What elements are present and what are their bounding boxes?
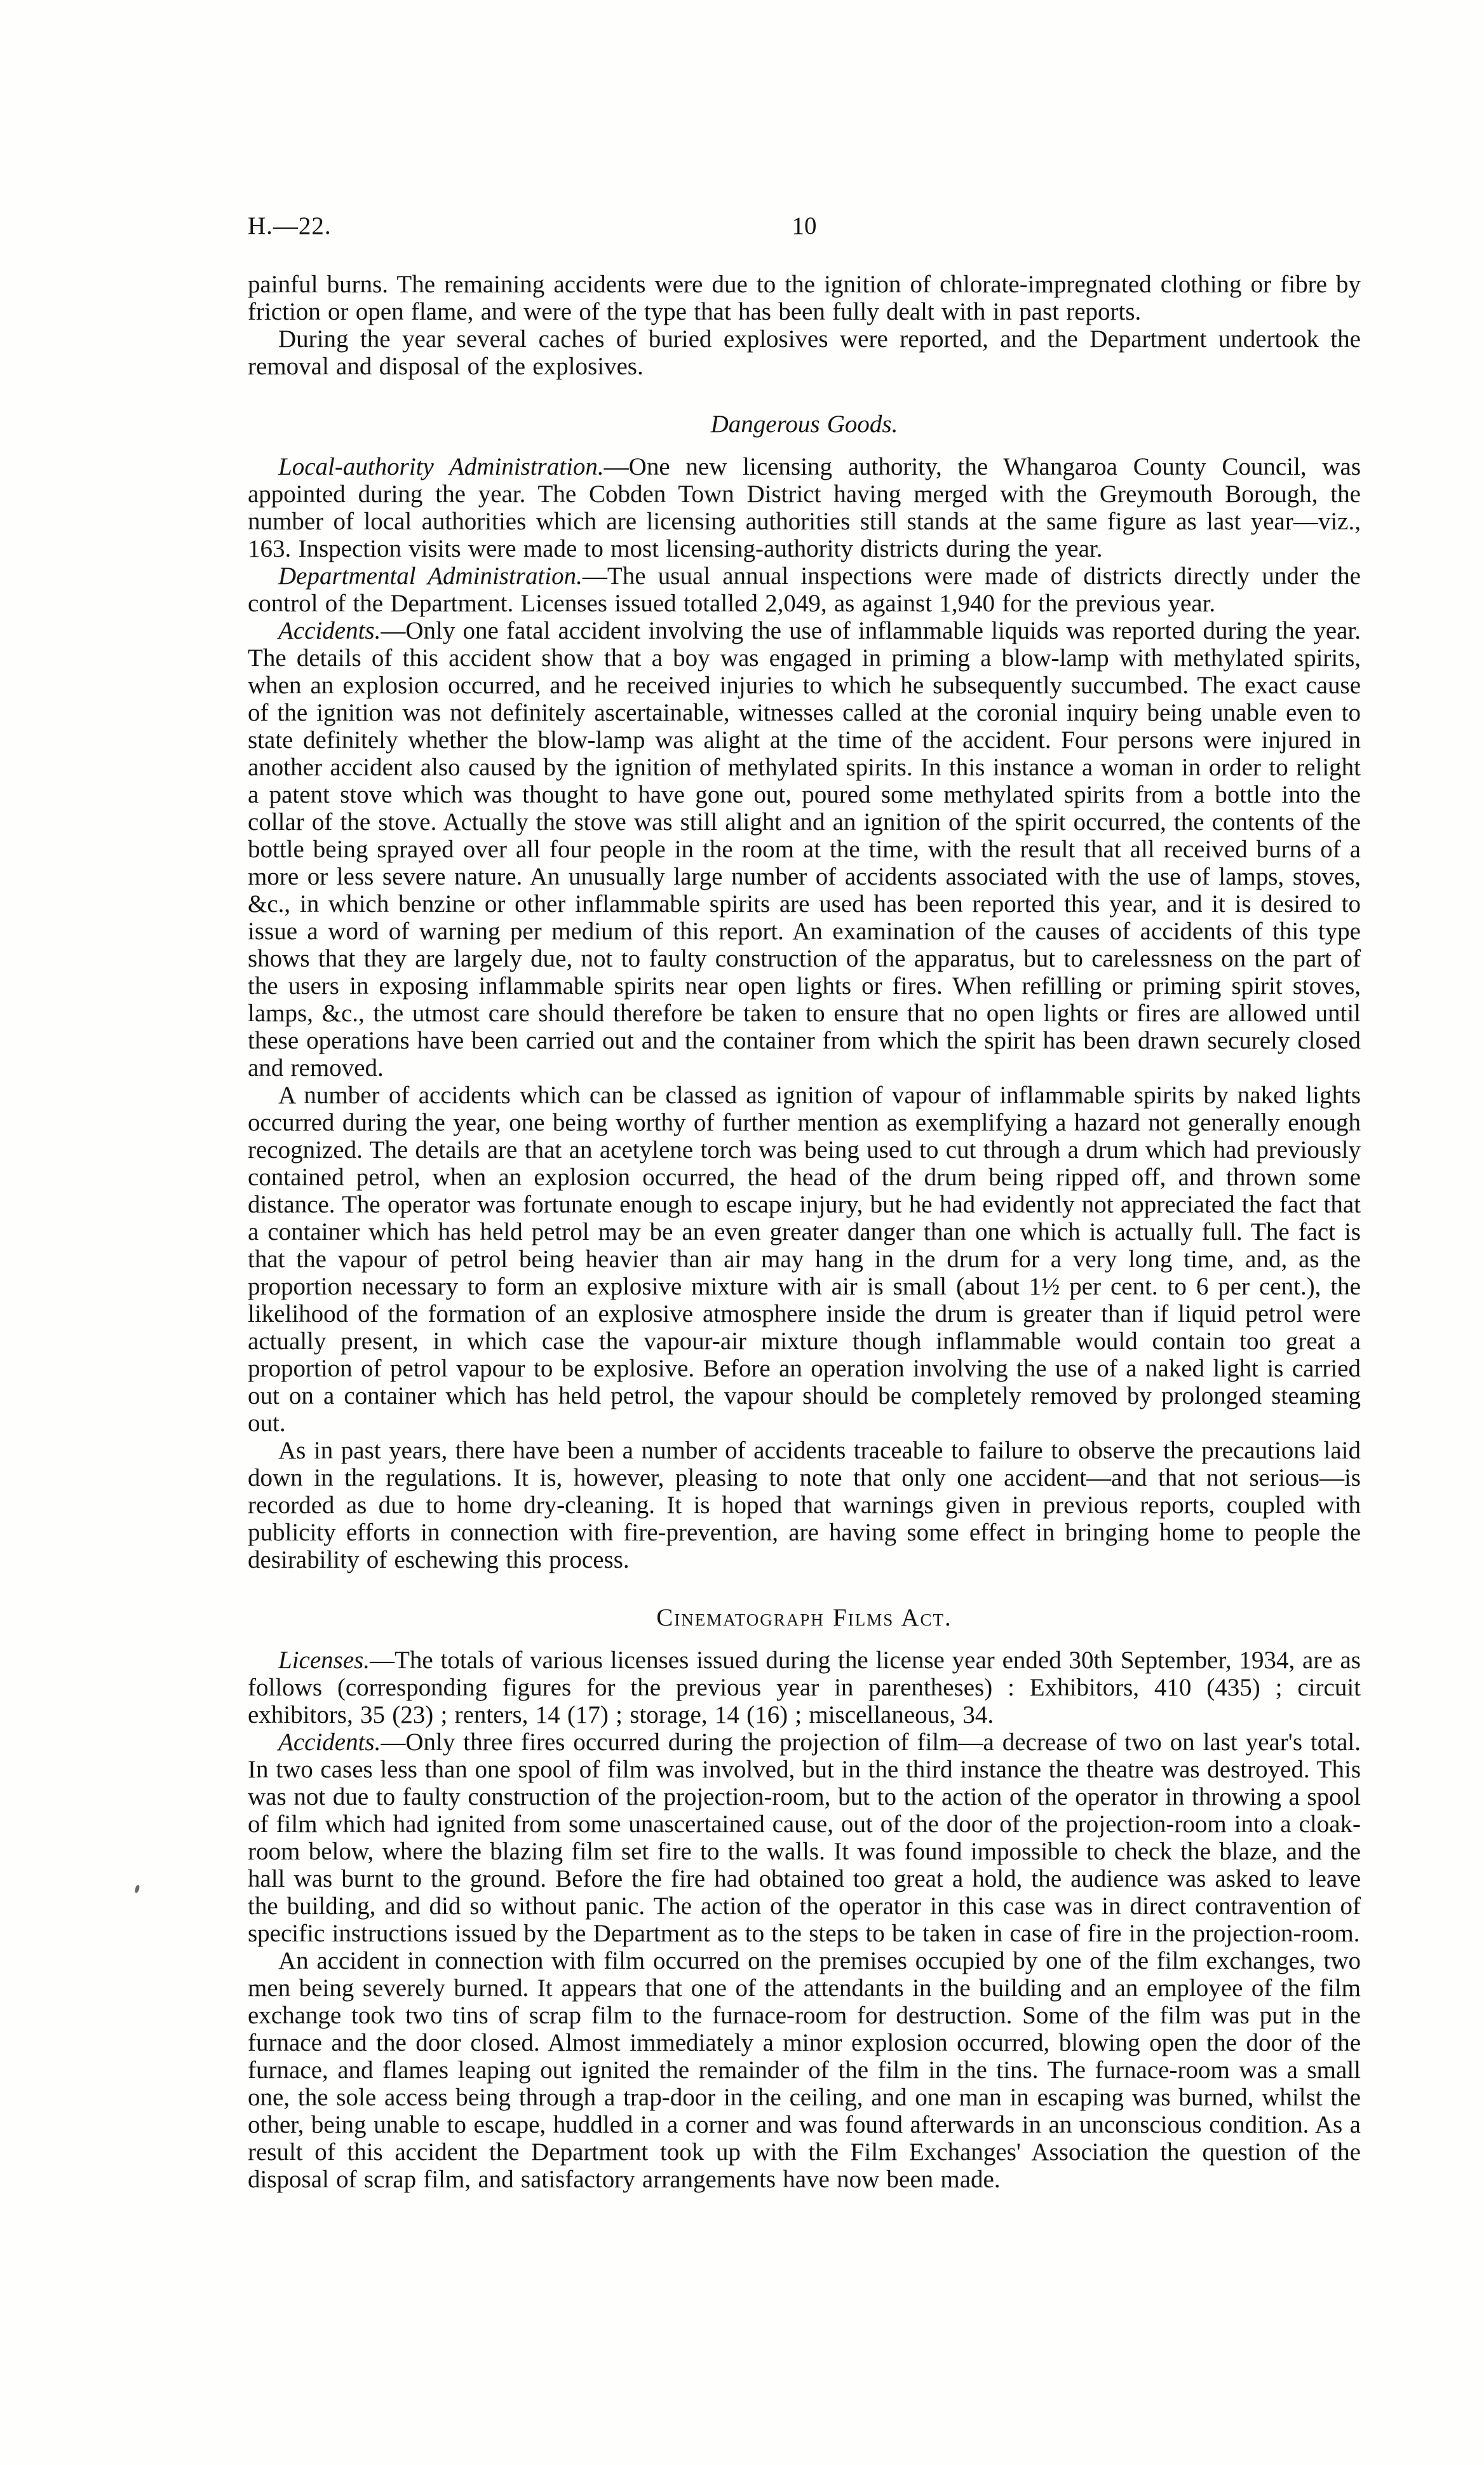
document-page <box>248 211 1361 2193</box>
paragraph: An accident in connection with film occurred on the premises occupied by one of the film exchanges, two men being severely burned. It appears that one of the attendants in the building and an employee of the film exchange took two tins of scrap film to the furnace-room for destruction. Some of the film was put in the furnace and the door closed. Almost immediately a minor explosion occurred, blowing open the door of the furnace, and flames leaping out ignited the remainder of the film in the tins. The furnace-room was a small one, the sole access being through a trap-door in the ceiling, and one man in escaping was burned, whilst the other, being unable to escape, huddled in a corner and was found afterwards in an unconscious condition. As a result of this accident the Department took up with the Film Exchanges' Association the question of the disposal of scrap film, and satisfactory arrangements have now been made. <box>248 1947 1361 2193</box>
paragraph: painful burns. The remaining accidents were due to the ignition of chlorate-impregnated clothing or fibre by friction or open flame, and were of the type that has been fully dealt with in past reports. <box>248 271 1361 325</box>
paragraph-lead-italic: Accidents. <box>278 1728 381 1756</box>
paragraph-lead-italic: Local-authority Administration. <box>278 453 604 480</box>
report-number: H.—22. <box>248 212 332 240</box>
paragraph: During the year several caches of buried explosives were reported, and the Department undertook the removal and disposal of the explosives. <box>248 325 1361 380</box>
section-heading: Cinematograph Films Act. <box>656 1604 952 1631</box>
paragraph-lead-italic: Departmental Administration. <box>278 562 583 590</box>
page-number: 10 <box>792 212 817 240</box>
paragraph: Accidents.—Only three fires occurred during the projection of film—a decrease of two on last year's total. In two cases less than one spool of film was involved, but in the third instance the theatre was destroyed. This was not due to faulty construction of the projection-room, but to the action of the operator in throwing a spool of film which had ignited from some unascertained cause, out of the door of the projection-room into a cloak-room below, where the blazing film set fire to the walls. It was found impossible to check the blaze, and the hall was burnt to the ground. Before the fire had obtained too great a hold, the audience was asked to leave the building, and did so without panic. The action of the operator in this case was in direct contravention of specific instructions issued by the Department as to the steps to be taken in case of fire in the projection-room. <box>248 1728 1361 1947</box>
paragraph: Licenses.—The totals of various licenses issued during the license year ended 30th September, 1934, are as follows (corresponding figures for the previous year in parentheses) : Exhibitors, 410 (435) ; circuit exhibitors, 35 (23) ; renters, 14 (17) ; storage, 14 (16) ; miscellaneous, 34. <box>248 1647 1361 1728</box>
page-body <box>248 271 1361 2193</box>
paragraph: A number of accidents which can be classed as ignition of vapour of inflammable spirits by naked lights occurred during the year, one being worthy of further mention as exemplifying a hazard not generally enough recognized. The details are that an acetylene torch was being used to cut through a drum which had previously contained petrol, when an explosion occurred, the head of the drum being ripped off, and thrown some distance. The operator was fortunate enough to escape injury, but he had evidently not appreciated the fact that a container which has held petrol may be an even greater danger than one which is actually full. The fact is that the vapour of petrol being heavier than air may hang in the drum for a very long time, and, as the proportion necessary to form an explosive mixture with air is small (about 1½ per cent. to 6 per cent.), the likelihood of the formation of an explosive atmosphere inside the drum is greater than if liquid petrol were actually present, in which case the vapour-air mixture though inflammable would contain too great a proportion of petrol vapour to be explosive. Before an operation involving the use of a naked light is carried out on a container which has held petrol, the vapour should be completely removed by prolonged steaming out. <box>248 1082 1361 1437</box>
section-heading: Dangerous Goods. <box>710 411 898 438</box>
paragraph: As in past years, there have been a number of accidents traceable to failure to observe the precautions laid down in the regulations. It is, however, pleasing to note that only one accident—and that not serious—is recorded as due to home dry-cleaning. It is hoped that warnings given in previous reports, coupled with publicity efforts in connection with fire-prevention, are having some effect in bringing home to people the desirability of eschewing this process. <box>248 1437 1361 1573</box>
page-header <box>248 211 1361 241</box>
paragraph: Accidents.—Only one fatal accident involving the use of inflammable liquids was reported during the year. The details of this accident show that a boy was engaged in priming a blow-lamp with methylated spirits, when an explosion occurred, and he received injuries to which he subsequently succumbed. The exact cause of the ignition was not definitely ascertainable, witnesses called at the coronial inquiry being unable even to state definitely whether the blow-lamp was alight at the time of the accident. Four persons were injured in another accident also caused by the ignition of methylated spirits. In this instance a woman in order to relight a patent stove which was thought to have gone out, poured some methylated spirits from a bottle into the collar of the stove. Actually the stove was still alight and an ignition of the spirit occurred, the contents of the bottle being sprayed over all four people in the room at the time, with the result that all received burns of a more or less severe nature. An unusually large number of accidents associated with the use of lamps, stoves, &c., in which benzine or other inflammable spirits are used has been reported this year, and it is desired to issue a word of warning per medium of this report. An examination of the causes of accidents of this type shows that they are largely due, not to faulty construction of the apparatus, but to carelessness on the part of the users in exposing inflammable spirits near open lights or fires. When refilling or priming spirit stoves, lamps, &c., the utmost care should therefore be taken to ensure that no open lights or fires are allowed until these operations have been carried out and the container from which the spirit has been drawn securely closed and removed. <box>248 617 1361 1082</box>
paragraph-lead-italic: Accidents. <box>278 617 381 644</box>
paragraph: Local-authority Administration.—One new licensing authority, the Whangaroa County Council, was appointed during the year. The Cobden Town District having merged with the Greymouth Borough, the number of local authorities which are licensing authorities still stands at the same figure as last year—viz., 163. Inspection visits were made to most licensing-authority districts during the year. <box>248 453 1361 562</box>
paragraph: Departmental Administration.—The usual annual inspections were made of districts directly under the control of the Department. Licenses issued totalled 2,049, as against 1,940 for the previous year. <box>248 562 1361 617</box>
scan-speck-artifact <box>135 1884 140 1893</box>
paragraph-lead-italic: Licenses. <box>278 1647 370 1674</box>
